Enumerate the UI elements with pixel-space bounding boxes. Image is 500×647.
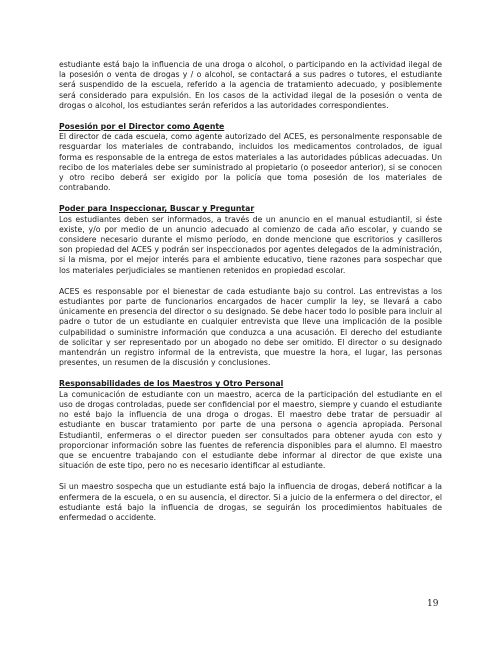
paragraph-spacer <box>59 111 442 122</box>
paragraph-teacher-responsibilities: La comunicación de estudiante con un maestro, acerca de la participación del estudiante en el uso de drogas controladas, puede ser confidencial por el maestro, siempre y cuando el estudiante no esté bajo la influencia de una droga o drogas. El maestro debe tratar de persuadir al estudiante en buscar tratamiento por parte de una persona o agencia apropiada. Personal Estudiantil, enfermeras o el director pueden ser consultados para obtener ayuda con esto y proporcionar información sobre las fuentes de referencia disponibles para el alumno. El maestro que se encuentre trabajando con el estudiante debe informar al director de que existe una situación de este tipo, pero no es necesario identificar al estudiante. <box>59 389 442 471</box>
page-number: 19 <box>427 599 439 609</box>
paragraph-spacer <box>59 193 442 204</box>
section-teacher-responsibilities <box>59 379 442 471</box>
paragraph-director-possession: El director de cada escuela, como agente autorizado del ACES, es personalmente responsable de resguardar los materiales de contrabando, incluidos los medicamentos controlados, de igual forma es responsable de la entrega de estos materiales a las autoridades públicas adecuadas. Un recibo de los materiales debe ser suministrado al propietario (o poseedor anterior), si se conocen y otro recibo deberá ser exigido por la policía que toma posesión de los materiales de contrabando. <box>59 132 442 193</box>
paragraph-spacer <box>59 368 442 379</box>
paragraph-parental-notification: estudiante está bajo la influencia de una droga o alcohol, o participando en la actividad ilegal de la posesión o venta de drogas y / o alcohol, se contactará a sus padres o tutores, el estudiante será suspendido de la escuela, referido a la agencia de tratamiento adecuado, y posiblemente será considerado para expulsión. En los casos de la actividad ilegal de la posesión o venta de drogas o alcohol, los estudiantes serán referidos a las autoridades correspondientes. <box>59 60 442 110</box>
paragraph-spacer <box>59 276 442 287</box>
heading-director-possession: Posesión por el Director como Agente <box>59 122 225 132</box>
paragraph-inspection-power: Los estudiantes deben ser informados, a través de un anuncio en el manual estudiantil, si éste existe, y/o por medio de un anuncio adecuado al comienzo de cada año escolar, y cuando se considere necesario durante el mismo período, en donde mencione que escritorios y casilleros son propiedad del ACES y podrán ser inspeccionados por agentes delegados de la administración, si la misma, por el mejor interés para el ambiente educativo, tiene razones para sospechar que los materiales perjudiciales se mantienen retenidos en propiedad escolar. <box>59 214 442 275</box>
section-director-possession <box>59 122 442 193</box>
paragraph-spacer <box>59 471 442 482</box>
paragraph-suspected-influence: Si un maestro sospecha que un estudiante está bajo la influencia de drogas, deberá notificar a la enfermera de la escuela, o en su ausencia, el director. Si a juicio de la enfermera o del director, el estudiante está bajo la influencia de drogas, se seguirán los procedimientos habituales de enfermedad o accidente. <box>59 482 442 522</box>
heading-inspection-power: Poder para Inspeccionar, Buscar y Preguntar <box>59 204 255 214</box>
section-inspection-power <box>59 204 442 275</box>
heading-teacher-responsibilities: Responsabilidades de los Maestros y Otro Personal <box>59 379 284 389</box>
paragraph-student-interviews: ACES es responsable por el bienestar de cada estudiante bajo su control. Las entrevistas a los estudiantes por parte de funcionarios encargados de hacer cumplir la ley, se llevará a cabo únicamente en presencia del director o su designado. Se debe hacer todo lo posible para incluir al padre o tutor de un estudiante en cualquier entrevista que lleve una implicación de la posible culpabilidad o suministre información que conduzca a una acusación. El derecho del estudiante de solicitar y ser representado por un abogado no debe ser omitido. El director o su designado mantendrán un registro informal de la entrevista, que muestre la hora, el lugar, las personas presentes, un resumen de la discusión y conclusiones. <box>59 286 442 368</box>
document-body <box>59 60 442 523</box>
